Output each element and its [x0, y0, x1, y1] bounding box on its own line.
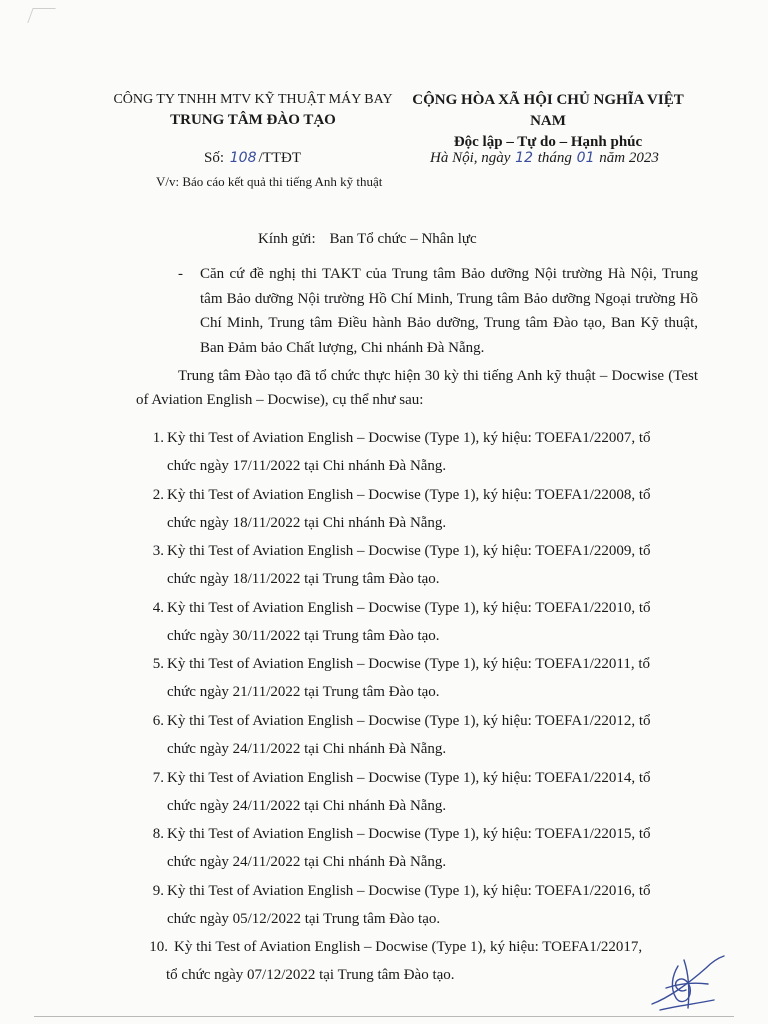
- list-item-line-1: Kỳ thi Test of Aviation English – Docwise (Type 1), ký hiệu: TOEFA1/22010, tổ: [167, 599, 651, 616]
- list-item-number: 7.: [152, 769, 164, 786]
- document-number-handwritten: 108: [229, 150, 257, 166]
- list-item: [136, 707, 702, 764]
- list-item: [136, 877, 702, 934]
- scan-bottom-edge: [34, 1016, 734, 1017]
- recipient-line: [258, 231, 477, 248]
- list-item-number: 1.: [152, 430, 164, 446]
- list-item-number: 6.: [152, 712, 164, 729]
- recipient-name: Ban Tổ chức – Nhân lực: [329, 231, 477, 247]
- date-month-handwritten: 01: [576, 150, 595, 166]
- date-prefix: Hà Nội, ngày: [430, 150, 511, 166]
- list-item: [136, 933, 702, 990]
- handwritten-signature-icon: [648, 954, 728, 1014]
- list-item-line-1: Kỳ thi Test of Aviation English – Docwise (Type 1), ký hiệu: TOEFA1/22007, tổ: [167, 430, 651, 446]
- list-item-line-2: tổ chức ngày 07/12/2022 tại Trung tâm Đào tạo.: [166, 967, 455, 984]
- list-item-line-1: Kỳ thi Test of Aviation English – Docwise (Type 1), ký hiệu: TOEFA1/22009, tổ: [167, 543, 651, 560]
- list-item-number: 4.: [152, 599, 164, 616]
- list-item-line-2: chức ngày 30/11/2022 tại Trung tâm Đào tạo.: [167, 627, 440, 644]
- national-header: [393, 90, 703, 153]
- list-item-line-1: Kỳ thi Test of Aviation English – Docwise (Type 1), ký hiệu: TOEFA1/22015, tổ: [167, 826, 651, 843]
- list-item-line-1: Kỳ thi Test of Aviation English – Docwise (Type 1), ký hiệu: TOEFA1/22016, tổ: [167, 882, 651, 899]
- document-subject: V/v: Báo cáo kết quả thi tiếng Anh kỹ thuật: [156, 174, 383, 189]
- list-item-number: 10.: [149, 939, 168, 956]
- date-day-handwritten: 12: [515, 150, 533, 166]
- list-item-line-2: chức ngày 18/11/2022 tại Chi nhánh Đà Nẵng.: [167, 514, 447, 531]
- list-item-line-1: Kỳ thi Test of Aviation English – Docwise (Type 1), ký hiệu: TOEFA1/22014, tổ: [167, 769, 651, 786]
- document-number-prefix: Số:: [204, 150, 225, 166]
- list-item-number: 8.: [152, 826, 164, 843]
- list-item: [136, 650, 702, 707]
- recipient-label: Kính gửi:: [258, 231, 316, 247]
- national-motto: Độc lập – Tự do – Hạnh phúc: [453, 134, 643, 150]
- basis-paragraph: [178, 262, 698, 360]
- basis-text: Căn cứ đề nghị thi TAKT của Trung tâm Bảo dưỡng Nội trường Hà Nội, Trung tâm Bảo dưỡng Nội trường Hồ Chí Minh, Trung tâm Bảo dưỡng Ngoại trường Hồ Chí Minh, Trung tâm Điều hành Bảo dưỡng, Trung tâm Đào tạo, Ban Kỹ thuật, Ban Đảm bảo Chất lượng, Chi nhánh Đà Nẵng.: [200, 266, 698, 356]
- republic-title: CỘNG HÒA XÃ HỘI CHỦ NGHĨA VIỆT NAM: [412, 92, 684, 129]
- date-year-label: năm 2023: [599, 150, 659, 166]
- list-item-line-2: chức ngày 17/11/2022 tại Chi nhánh Đà Nẵng.: [167, 458, 447, 474]
- list-item-number: 2.: [152, 486, 164, 503]
- list-item-line-2: chức ngày 24/11/2022 tại Chi nhánh Đà Nẵng.: [167, 740, 447, 757]
- list-item-number: 3.: [152, 543, 164, 560]
- list-item-line-1: Kỳ thi Test of Aviation English – Docwise (Type 1), ký hiệu: TOEFA1/22012, tổ: [167, 712, 651, 729]
- list-item: [136, 424, 702, 481]
- list-item-line-2: chức ngày 21/11/2022 tại Trung tâm Đào tạo.: [167, 684, 440, 701]
- list-item-line-2: chức ngày 05/12/2022 tại Trung tâm Đào tạo.: [167, 910, 441, 927]
- list-item: [136, 537, 702, 594]
- list-item-number: 9.: [152, 882, 164, 899]
- issuer-header: [112, 90, 394, 130]
- list-item-line-1: Kỳ thi Test of Aviation English – Docwise (Type 1), ký hiệu: TOEFA1/22011, tổ: [167, 656, 651, 673]
- list-item-line-2: chức ngày 24/11/2022 tại Chi nhánh Đà Nẵng.: [167, 797, 447, 814]
- date-month-label: tháng: [537, 150, 572, 166]
- list-item-line-2: chức ngày 18/11/2022 tại Trung tâm Đào tạo.: [167, 571, 440, 588]
- scan-corner-mark: [27, 8, 55, 23]
- company-name: CÔNG TY TNHH MTV KỸ THUẬT MÁY BAY: [113, 92, 393, 107]
- document-number: [204, 150, 301, 167]
- list-item: [136, 820, 702, 877]
- list-item-line-2: chức ngày 24/11/2022 tại Chi nhánh Đà Nẵng.: [167, 854, 447, 871]
- document-number-suffix: /TTĐT: [258, 150, 301, 166]
- list-item: [136, 764, 702, 821]
- list-item: [136, 481, 702, 538]
- intro-paragraph: Trung tâm Đào tạo đã tổ chức thực hiện 30 kỳ thi tiếng Anh kỹ thuật – Docwise (Test of Aviation English – Docwise), cụ thể như sau:: [136, 368, 698, 408]
- document-date: [430, 150, 659, 167]
- list-item: [136, 594, 702, 651]
- list-item-line-1: Kỳ thi Test of Aviation English – Docwise (Type 1), ký hiệu: TOEFA1/22017,: [174, 939, 643, 956]
- list-item-number: 5.: [152, 656, 164, 673]
- department-name: TRUNG TÂM ĐÀO TẠO: [170, 112, 336, 128]
- list-item-line-1: Kỳ thi Test of Aviation English – Docwise (Type 1), ký hiệu: TOEFA1/22008, tổ: [167, 486, 651, 503]
- exam-list: [136, 424, 702, 990]
- basis-bullet: -: [178, 266, 183, 282]
